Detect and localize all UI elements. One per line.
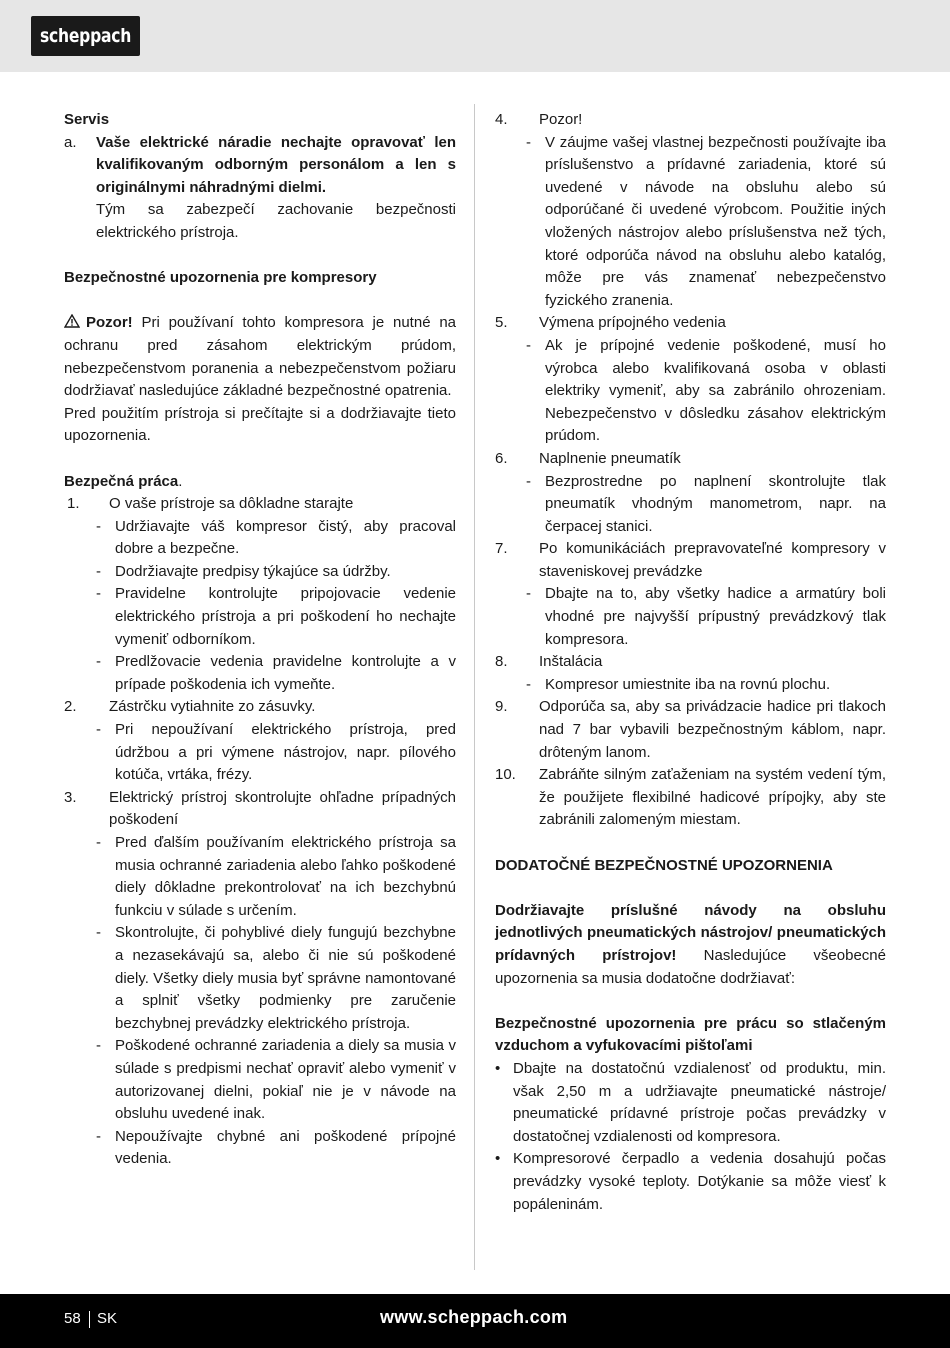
servis-item-a: [64, 132, 456, 245]
list-item-number: 3.: [64, 788, 77, 806]
list-subitem: [64, 1035, 456, 1125]
safe-work-heading: Bezpečná práca: [64, 472, 179, 490]
list-item-number: 9.: [495, 698, 508, 716]
list-item-number: 1.: [67, 495, 80, 513]
additional-safety-heading: DODATOČNÉ BEZPEČNOSTNÉ UPOZORNENIA: [495, 856, 833, 874]
right-column: [495, 109, 886, 1216]
list-subitem-text: Bezprostredne po naplnení skontrolujte tlak pneumatík vhodným manometrom, napr. na čerpacej stanici.: [545, 472, 886, 535]
list-item-text: O vaše prístroje sa dôkladne starajte: [109, 495, 354, 513]
list-subitem-text: Pred ďalším používaním elektrického prístroja sa musia ochranné zariadenia alebo ľahko poškodené diely dôkladne prekontrolovať na ich bezchybnú funkciu v súlade s určením.: [115, 834, 456, 919]
list-item-number: 5.: [495, 314, 508, 332]
bullet-marker: •: [495, 1150, 501, 1168]
list-item: [495, 109, 886, 132]
compressor-safety-heading: Bezpečnostné upozornenia pre kompresory: [64, 269, 377, 287]
page-number: 58: [64, 1310, 81, 1327]
list-subitem: [64, 832, 456, 922]
list-item-text: Pozor!: [539, 111, 583, 128]
list-item: [495, 696, 886, 764]
list-item: [495, 448, 886, 471]
language-code: SK: [97, 1310, 118, 1327]
list-subitem-text: Nepoužívajte chybné ani poškodené prípojné vedenia.: [115, 1127, 456, 1168]
list-item-number: 10.: [495, 766, 516, 784]
warning-text: Pri používaní tohto kompresora je nutné na ochranu pred zásahom elektrickým prúdom, nebezpečenstvom poranenia a nebezpečenstvom požiaru dodržiavať nasledujúce základné bezpečnostné opatrenia.: [64, 314, 457, 400]
list-item-text: Zástrčku vytiahnite zo zásuvky.: [109, 698, 316, 716]
servis-item-label: a.: [64, 133, 77, 151]
list-subitem-text: Pri nepoužívaní elektrického prístroja, pred údržbou a pri výmene nástrojov, napr. pílového kotúča, vrtáka, frézy.: [115, 721, 456, 784]
footer-separator: [89, 1311, 90, 1328]
warning-paragraph: [64, 312, 456, 402]
additional-paragraph: [495, 900, 886, 990]
list-subitem-text: Udržiavajte váš kompresor čistý, aby pracoval dobre a bezpečne.: [115, 517, 456, 558]
list-item-text: Naplnenie pneumatík: [539, 449, 681, 467]
dash-marker: -: [526, 133, 531, 151]
dash-marker: -: [526, 472, 531, 490]
dash-marker: -: [96, 1037, 101, 1055]
list-subitem-text: Dodržiavajte predpisy týkajúce sa údržby.: [115, 562, 391, 580]
scheppach-logo: [31, 16, 140, 56]
page-header: [0, 0, 950, 72]
dash-marker: -: [96, 721, 101, 739]
additional-text: Nasledujúce všeobecné upozornenia sa musia dodatočne dodržiavať:: [495, 946, 886, 987]
list-subitem-text: V záujme vašej vlastnej bezpečnosti používajte iba príslušenstvo a prídavné zariadenia, ktoré sú uvedené v návode na obsluhu alebo sú odporúčané či uvedené výrobcom. Použitie iných vložených nástrojov alebo príslušenstva než tých, ktoré odporúča návod na obsluhu alebo katalóg, môže pre vás znamenať nebezpečenstvo fyzického zranenia.: [545, 133, 886, 309]
list-item-text: Elektrický prístroj skontrolujte ohľadne prípadných poškodení: [109, 788, 456, 829]
dash-marker: -: [526, 585, 531, 603]
before-use-note: Pred použitím prístroja si prečítajte si a dodržiavajte tieto upozornenia.: [64, 404, 456, 445]
list-subitem: [495, 471, 886, 539]
list-subitem-text: Pravidelne kontrolujte pripojovacie vedenie elektrického prístroja a pri poškodení ho nechajte vymeniť odborníkom.: [115, 585, 456, 648]
warning-label: Pozor!: [86, 314, 133, 332]
dash-marker: -: [526, 675, 531, 693]
list-subitem-text: Skontrolujte, či pohyblivé diely fungujú bezchybne a nezasekávajú sa, alebo či nie sú poškodené diely. Všetky diely musia byť správne namontované a splniť všetky podmienky pre zaručenie bezchybnej prevádzky elektrického prístroja.: [115, 924, 456, 1032]
list-subitem: [495, 583, 886, 651]
warning-triangle-icon: [64, 314, 80, 328]
servis-item-bold: Vaše elektrické náradie nechajte opravovať len kvalifikovaným odborným personálom a len s originálnymi náhradnými dielmi.: [96, 133, 456, 196]
dash-marker: -: [96, 924, 101, 942]
list-item-number: 6.: [495, 449, 508, 467]
dash-marker: -: [96, 1127, 101, 1145]
list-item: [495, 764, 886, 832]
servis-heading: Servis: [64, 111, 110, 128]
list-item-number: 8.: [495, 653, 508, 671]
list-item: [495, 312, 886, 335]
list-subitem: [64, 1126, 456, 1171]
list-subitem: [64, 583, 456, 651]
list-item: [495, 651, 886, 674]
list-subitem-text: Dbajte na to, aby všetky hadice a armatúry boli vhodné pre najvyšší prípustný prevádzkový tlak kompresora.: [545, 585, 886, 648]
compressed-air-heading: Bezpečnostné upozornenia pre prácu so stlačeným vzduchom a vyfukovacími pištoľami: [495, 1014, 886, 1055]
list-subitem-text: Predlžovacie vedenia pravidelne kontrolujte a v prípade poškodenia ich vymeňte.: [115, 653, 456, 693]
list-item-text: Odporúča sa, aby sa privádzacie hadice pri tlakoch nad 7 bar vybavili bezpečnostným káblom, napr. drôteným lanom.: [539, 698, 886, 761]
list-item: [64, 787, 456, 832]
bullet-item: [495, 1058, 886, 1148]
list-item-text: Po komunikáciách prepravovateľné kompresory v staveniskovej prevádzke: [539, 540, 886, 580]
list-item-text: Výmena prípojného vedenia: [539, 314, 726, 332]
servis-item-text: Tým sa zabezpečí zachovanie bezpečnosti elektrického prístroja.: [96, 201, 456, 241]
bullet-item-text: Dbajte na dostatočnú vzdialenosť od produktu, min. však 2,50 m a udržiavajte pneumatické nástroje/ pneumatické prídavné prístroje počas prevádzky v dostatočnej vzdialenosti od kompresora.: [513, 1059, 886, 1145]
list-item: [64, 493, 456, 516]
safe-work-heading-line: [64, 471, 456, 494]
bullet-item-text: Kompresorové čerpadlo a vedenia dosahujú počas prevádzky vysoké teploty. Dotýkanie sa môže viesť k popáleninám.: [513, 1150, 886, 1213]
logo-text: scheppach: [39, 25, 132, 47]
list-item-number: 2.: [64, 698, 77, 716]
list-item-number: 7.: [495, 540, 508, 558]
safe-work-heading-dot: .: [178, 472, 183, 490]
dash-marker: -: [96, 585, 101, 603]
list-subitem: [64, 561, 456, 584]
list-subitem: [495, 674, 886, 697]
dash-marker: -: [96, 653, 101, 671]
list-subitem-text: Ak je prípojné vedenie poškodené, musí ho výrobca alebo kvalifikovaná osoba v oblasti elektriky vymeniť, aby sa zabránilo ohrozeniam. Nebezpečenstvo v dôsledku zásahov elektrickým prúdom.: [545, 336, 886, 445]
column-divider: [474, 104, 475, 1270]
list-subitem: [495, 335, 886, 448]
website-url[interactable]: www.scheppach.com: [380, 1307, 568, 1327]
page-footer: [0, 1294, 950, 1348]
dash-marker: -: [96, 834, 101, 851]
list-subitem-text: Kompresor umiestnite iba na rovnú plochu.: [545, 675, 831, 693]
bullet-item: [495, 1148, 886, 1216]
list-subitem: [64, 719, 456, 787]
list-subitem: [64, 651, 456, 696]
additional-bold-text: Dodržiavajte príslušné návody na obsluhu jednotlivých pneumatických nástrojov/ pneumatických prídavných prístrojov!: [495, 901, 886, 964]
list-item: [64, 696, 456, 719]
list-subitem: [495, 132, 886, 313]
left-column: [64, 109, 456, 1171]
dash-marker: -: [96, 562, 101, 580]
bullet-marker: •: [495, 1059, 501, 1077]
list-item-number: 4.: [495, 111, 508, 128]
list-item: [495, 538, 886, 583]
dash-marker: -: [526, 336, 531, 354]
list-subitem-text: Poškodené ochranné zariadenia a diely sa musia v súlade s predpismi nechať opraviť alebo vymeniť v autorizovanej dielni, pokiaľ nie je v návode na obsluhu uvedené inak.: [115, 1037, 456, 1123]
dash-marker: -: [96, 517, 101, 535]
list-item-text: Inštalácia: [539, 653, 603, 671]
list-item-text: Zabráňte silným zaťaženiam na systém vedení tým, že použijete flexibilné hadicové prípojky, aby ste zabránili zalomeným miestam.: [539, 766, 886, 829]
list-subitem: [64, 516, 456, 561]
list-subitem: [64, 922, 456, 1035]
